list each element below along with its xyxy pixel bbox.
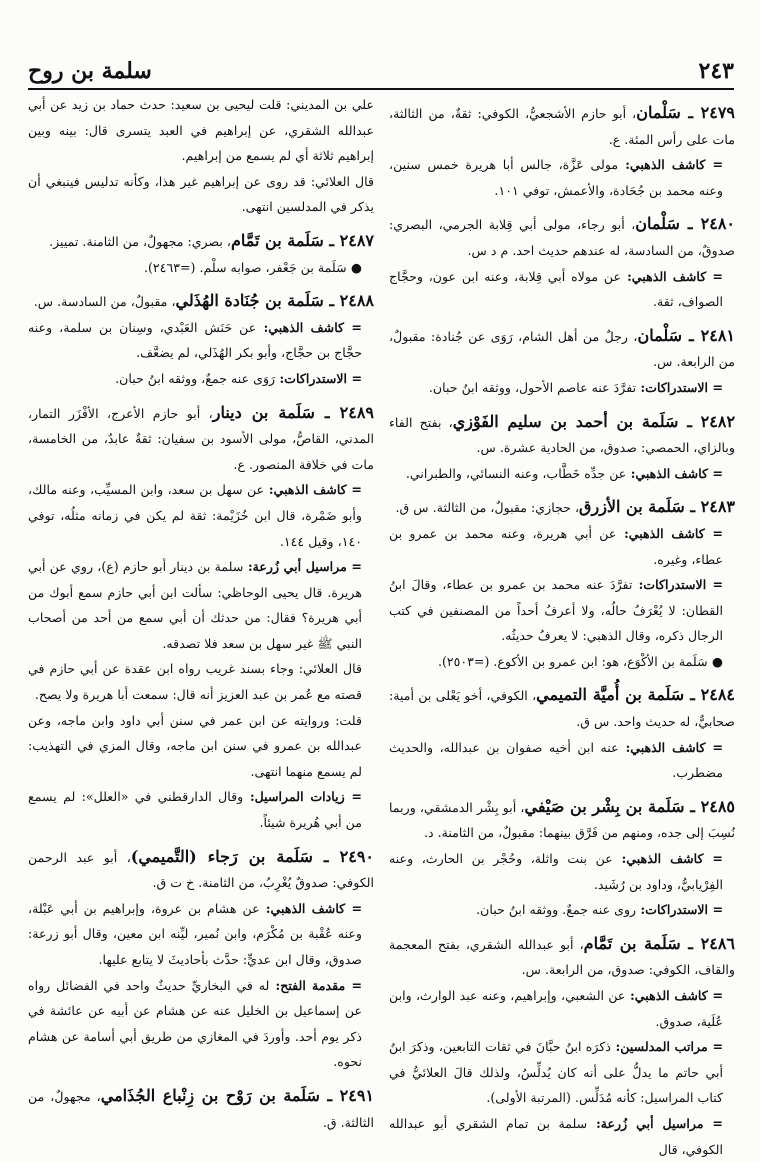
biography-entry bbox=[28, 844, 374, 1075]
entry-heading-line bbox=[389, 323, 735, 375]
entry-name: سَلَمة بن تَمَّام bbox=[583, 933, 681, 953]
entry-note bbox=[389, 264, 735, 315]
note-label: = مراسيل أبي زُرعة: bbox=[587, 1115, 723, 1131]
entry-text: ، بصري: مجهولٌ، من الثامنة. تمييز. bbox=[49, 233, 231, 249]
note-text: ذكرَه ابنُ حبَّانَ في ثقات التابعين، وذكرَ ابنُ أبي حاتم ما يدلُّ على أنه كان يُدلِّسُ، ولذلك قالَ العلائيُّ في كتاب المراسيل: كأنه مُدَلِّس. (المرتبة الأولى). bbox=[389, 1039, 723, 1106]
entry-note bbox=[28, 554, 374, 656]
biography-entry bbox=[28, 1083, 374, 1135]
note-label: ● bbox=[346, 259, 362, 275]
entry-note bbox=[389, 461, 735, 487]
entry-note bbox=[28, 708, 374, 785]
note-label: = الاستدراكات: bbox=[636, 379, 723, 395]
entry-note bbox=[28, 477, 374, 554]
entry-name: سَلَمة بن أحمد بن سليم الفَوْزي bbox=[452, 411, 679, 431]
entry-number: ٢٤٩١ ـ bbox=[319, 1085, 374, 1105]
note-label: = كاشف الذهبي: bbox=[264, 482, 362, 498]
entry-note bbox=[389, 152, 735, 203]
note-label: = الاستدراكات: bbox=[636, 902, 723, 918]
running-title: سلمة بن روح bbox=[28, 58, 152, 84]
biography-entry bbox=[389, 794, 735, 923]
note-label: = كاشف الذهبي: bbox=[620, 268, 723, 284]
entry-number: ٢٤٨١ ـ bbox=[682, 325, 735, 345]
entry-heading-line bbox=[28, 400, 374, 478]
entry-note bbox=[389, 572, 735, 649]
entry-heading-line bbox=[389, 494, 735, 521]
note-label: = كاشف الذهبي: bbox=[625, 988, 723, 1003]
note-label: = الاستدراكات: bbox=[632, 577, 723, 593]
note-text: عن جدِّه خَطَّاب، وعنه النسائي، والطبراني. bbox=[405, 465, 627, 481]
note-text: عن سهل بن سعد، وابن المسيِّب، وعنه مالك، وأبو ضَمْرة، قال ابن خُزَيْمة: ثقة لم يكن في زمانه مثلُه، توفي ١٤٠، وقيل ١٤٤. bbox=[28, 482, 362, 549]
note-text: قال العلائي: وجاء بسند غريب رواه ابن عقدة عن أبي حازم في قصته مع عُمر بن عبد العزيز أنه قال: سمعت أبا هريرة ولا يصح. bbox=[28, 661, 362, 703]
entry-name: سَلَمة بن الأزرق bbox=[579, 497, 685, 517]
note-text: عن بنت واثلة، وحُجْر بن الحارث، وعنه الفِرْيابيُّ، وداود بن رُشَيد. bbox=[389, 851, 723, 892]
entry-name: سَلَمة بن دينار bbox=[212, 402, 315, 422]
entry-number: ٢٤٨٤ ـ bbox=[684, 685, 735, 705]
entry-heading-line bbox=[28, 288, 374, 315]
continuation-text bbox=[28, 92, 374, 220]
note-text: سلمة بن تمام الشقري أبو عبدالله الكوفي، قال bbox=[389, 1115, 723, 1157]
entry-name: سَلَمة بن رَوْح بن زِنْباع الجُذَامي bbox=[100, 1085, 320, 1105]
note-text: عن حَنَش العَبْدي، وسِنان بن سلمة، وعنه حجَّاج بن حجَّاج، وأبو بكر الهُذَلي، لم يضعَّف. bbox=[28, 319, 362, 361]
note-label: = كاشف الذهبي: bbox=[618, 157, 723, 173]
entry-name: سَلَمة بن تَمَّام bbox=[231, 230, 324, 250]
note-label: = كاشف الذهبي: bbox=[612, 851, 723, 867]
entry-name: سَلَمة بن أُميَّة التميمي bbox=[536, 685, 685, 705]
note-label: ● bbox=[707, 653, 723, 669]
entry-text: ، أبو عبدالله الشقري، بفتح المعجمة والقاف، الكوفي: صدوق، من الرابعة. س. bbox=[389, 936, 735, 978]
entry-text: ، أبو عبد الرحمن الكوفي: صدوقٌ يُغْرِبُ، من الثامنة. خ ت ق. bbox=[28, 849, 374, 891]
entry-note bbox=[389, 1034, 735, 1111]
entry-text: ، الكوفي، أخو يَعْلى بن أمية: صحابيٌّ، له حديث واحد. س ق. bbox=[389, 688, 735, 730]
biography-entry bbox=[389, 100, 735, 203]
entry-note bbox=[28, 255, 374, 281]
note-text: عن هشام بن عروة، وإبراهيم بن أبي عَبْلة، وعنه عُقْبة بن مُكْرَم، وابن نُمير، ليِّنه ابن معين، وقال أبو زرعة: صدوق، وقال ابن عديٍّ: حدَّث بأحاديثَ لا يتابع عليها. bbox=[28, 900, 362, 967]
note-label: = مراسيل أبي زُرعة: bbox=[243, 559, 362, 575]
entry-heading-line bbox=[389, 100, 735, 152]
note-label: = كاشف الذهبي: bbox=[626, 465, 723, 481]
entry-note bbox=[389, 846, 735, 897]
entry-note bbox=[28, 784, 374, 835]
note-text: تفرَّدَ عنه محمد بن عمرو بن عطاء، وقالَ ابنُ القطان: لا يُعْرَفُ حالُه، ولا أعرفُ أحداً من المصنفين في كتب الرجال ذكره، وقال الذهبي: لا يعرفُ حديثُه. bbox=[389, 577, 723, 644]
entry-number: ٢٤٨٦ ـ bbox=[680, 933, 735, 953]
entry-number: ٢٤٨٧ ـ bbox=[323, 230, 374, 250]
note-text: مولى عَزَّة، جالس أبا هريرة خمس سنين، وعنه محمد بن جُحَادة، والأعمش، توفي ١٠١. bbox=[389, 157, 723, 198]
biography-entry bbox=[389, 494, 735, 674]
note-label: = الاستدراكات: bbox=[275, 370, 362, 386]
biography-entry bbox=[389, 409, 735, 487]
entry-text: ، بفتح الفاء وبالزاي، الحمصي: صدوق، من الحادية عشرة. س. bbox=[389, 414, 735, 456]
note-text: عن أبي هريرة، وعنه محمد بن عمرو بن عطاء، وغيره. bbox=[389, 525, 723, 567]
note-text: عن الشعبي، وإبراهيم، وعنه عبد الوارث، وابن عُلَية، صدوق. bbox=[389, 988, 723, 1029]
entry-text: ، مجهولٌ، من الثالثة. ق. bbox=[28, 1088, 374, 1130]
entry-note bbox=[389, 983, 735, 1034]
note-text: سلمة بن دينار أبو حازم (ع)، روي عن أبي هريرة. قال يحيى الوحاظي: سألت ابن أبي حازم سمع أبوك من أبي هريرة؟ فقال: من حدثك أن أبي سمع من أحد من أصحاب النبي ﷺ غير سهل بن سعد فلا تصدقه. bbox=[28, 559, 362, 651]
entry-number: ٢٤٨٠ ـ bbox=[679, 214, 735, 234]
entry-number: ٢٤٨٩ ـ bbox=[314, 402, 374, 422]
entry-note bbox=[28, 315, 374, 366]
biography-entry bbox=[28, 228, 374, 280]
note-text: روى عنه جمعٌ. ووثقه ابنُ حبان. bbox=[476, 902, 637, 918]
note-text: تفرَّدَ عنه عاصم الأحول، ووثقه ابنُ حبان. bbox=[428, 379, 637, 395]
entry-number: ٢٤٨٨ ـ bbox=[323, 291, 374, 311]
note-label: = كاشف الذهبي: bbox=[618, 739, 723, 755]
note-text: سَلَمة بن جَعْفر، صوابه سلْم. (=٢٤٦٣). bbox=[144, 259, 347, 275]
entry-heading-line bbox=[28, 1083, 374, 1135]
note-label: = كاشف الذهبي: bbox=[259, 900, 362, 916]
entry-number: ٢٤٨٣ ـ bbox=[684, 497, 735, 517]
entry-note bbox=[28, 656, 374, 707]
entry-text: ، أبو رجاء، مولى أبي قِلابة الجرمي، البصري: صدوقٌ، من السادسة، له عندهم حديث احد. م د س. bbox=[389, 217, 735, 258]
entry-note bbox=[28, 896, 374, 973]
note-text: رَوَى عنه جمعٌ، ووثقه ابنُ حبان. bbox=[115, 370, 276, 386]
entry-heading-line bbox=[389, 409, 735, 461]
note-label: = مقدمة الفتح: bbox=[269, 977, 362, 993]
entry-text: ، مقبولٌ، من السادسة. س. bbox=[33, 294, 176, 310]
entry-heading-line bbox=[28, 228, 374, 255]
entry-text: ، أبو حازم الأشجعيُّ، الكوفي: ثقةٌ، من الثالثة، مات على رأس المئة. ع. bbox=[389, 106, 735, 147]
entry-name: سَلْمان bbox=[635, 214, 680, 234]
biography-entry bbox=[28, 288, 374, 391]
entry-number: ٢٤٨٥ ـ bbox=[684, 796, 735, 816]
entry-text: ، رجلٌ من أهل الشام، رَوَى عن جُنادة: مقبولٌ، من الرابعة. س. bbox=[389, 328, 735, 370]
note-label: = كاشف الذهبي: bbox=[616, 525, 723, 541]
note-text: قلت: وروايته عن ابن عمر في سنن أبي داود وابن ماجه، وعن عبدالله بن عمرو في سنن ابن ماجه، وقال المزي في التهذيب: لم يسمع منهما انتهى. bbox=[28, 712, 362, 779]
entry-heading-line bbox=[389, 794, 735, 846]
page-number: ٢٤٣ bbox=[698, 58, 734, 84]
biography-entry bbox=[28, 400, 374, 836]
biography-entry bbox=[389, 211, 735, 314]
continuation-paragraph: علي بن المديني: قلت ليحيى بن سعيد: حدث حماد بن زيد عن أبي عبدالله الشقري، عن إبراهيم في العبد يتسرى قال: بينه وبين إبراهيم ثلاثة أي لم يسمع من إبراهيم. bbox=[28, 97, 374, 164]
continuation-paragraph: قال العلائي: قد روى عن إبراهيم غير هذا، وكأنه تدليس فينبغي أن يذكر في المدلسين انتهى. bbox=[28, 173, 374, 215]
entry-heading-line bbox=[389, 682, 735, 734]
entry-name: سَلَمة بن جُنَادة الهُذَلي bbox=[175, 291, 324, 311]
biography-entry bbox=[389, 323, 735, 401]
entry-note bbox=[389, 1111, 735, 1162]
entry-note bbox=[389, 521, 735, 572]
note-text: عن مولاه أبي قِلابة، وعنه ابن عون، وحجَّاج الصواف، ثقة. bbox=[389, 268, 723, 310]
entry-heading-line bbox=[28, 844, 374, 896]
entry-heading-line bbox=[389, 931, 735, 983]
entry-name: سَلَمة بن رَجاء (التَّميمي) bbox=[130, 846, 313, 866]
right-column bbox=[389, 92, 735, 1162]
entry-note bbox=[389, 897, 735, 923]
entry-heading-line bbox=[389, 211, 735, 263]
left-column bbox=[28, 92, 374, 1135]
biography-entry bbox=[389, 931, 735, 1162]
entry-number: ٢٤٧٩ ـ bbox=[680, 103, 735, 122]
page-header bbox=[28, 58, 734, 90]
entry-note bbox=[389, 735, 735, 786]
entry-text: ، أبو بِشْر الدمشقي، وربما نُسِبَ إلى جده، ومنهم من فَرَّق بينهما: مقبولٌ، من الثامنة. د. bbox=[389, 799, 735, 841]
note-text: وقال الدارقطني في «العلل»: لم يسمع من أبي هُريرة شيئاً. bbox=[28, 789, 362, 831]
entry-name: سَلْمان bbox=[636, 103, 681, 122]
entry-note bbox=[28, 366, 374, 392]
entry-text: ، أبو حازم الأعرج، الأفْزَر التمار، المدني، القاصُّ، مولى الأسود بن سفيان: ثقةٌ عابدٌ، من الخامسة، مات في خلافة المنصور. ع. bbox=[28, 405, 374, 472]
entry-number: ٢٤٩٠ ـ bbox=[312, 846, 374, 866]
entry-number: ٢٤٨٢ ـ bbox=[678, 411, 735, 431]
entry-note bbox=[28, 973, 374, 1075]
entry-note bbox=[389, 375, 735, 401]
note-text: له في البخاريِّ حديثٌ واحد في الفضائل رواه عن إسماعيل بن الخليل عنه عن هشام عن أبيه عن عائشة في ذكر يوم أحد. وأوردَ في المغازي من طريق أبي أسامة عن هشام نحوه. bbox=[28, 977, 362, 1070]
entry-text: ، حجازي: مقبولٌ، من الثالثة. س ق. bbox=[395, 500, 580, 516]
note-text: سَلَمة بن الأكْوَع، هو: ابن عمرو بن الأكوع. (=٢٥٠٣). bbox=[437, 653, 708, 669]
note-label: = مراتب المدلسين: bbox=[610, 1039, 723, 1055]
entry-name: سَلْمان bbox=[637, 325, 683, 345]
note-label: = كاشف الذهبي: bbox=[256, 319, 362, 335]
entry-note bbox=[389, 649, 735, 675]
note-text: عنه ابن أخيه صفوان بن عبدالله، والحديث مضطرب. bbox=[389, 739, 723, 781]
note-label: = زيادات المراسيل: bbox=[243, 789, 362, 805]
biography-entry bbox=[389, 682, 735, 785]
entry-name: سَلَمة بن بِشْر بن صَيْفي bbox=[524, 796, 685, 816]
